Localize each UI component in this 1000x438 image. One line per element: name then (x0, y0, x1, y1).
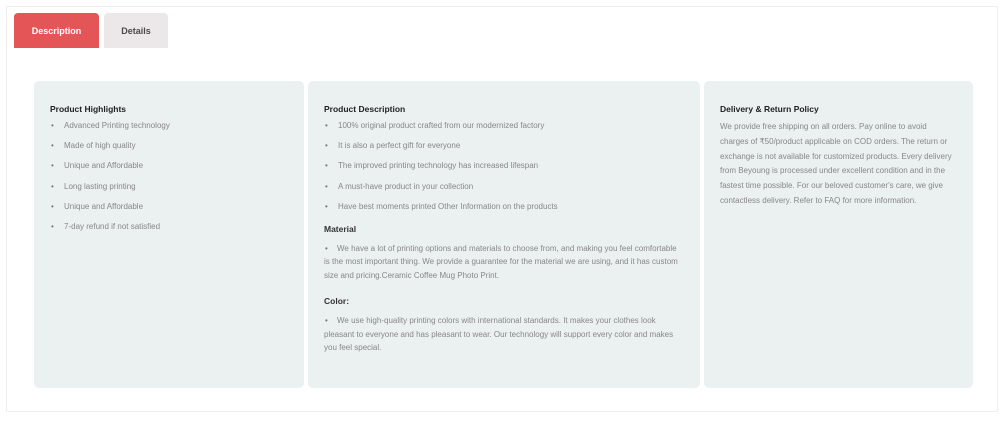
delivery-return-card (704, 81, 973, 388)
list-item: • 7-day refund if not satisfied (51, 221, 161, 231)
tab-bar (14, 13, 168, 48)
bullet-icon: • (325, 161, 328, 171)
bullet-icon: • (51, 161, 54, 171)
bullet-icon: • (51, 221, 54, 231)
list-item: • Have best moments printed Other Information on the products (325, 201, 558, 211)
bullet-icon: • (51, 121, 54, 130)
color-text: • We use high-quality printing colors with international standards. It makes your clothes look pleasant to everyone and has pleasant to wear. Our technology will support every color and makes you feel special. (324, 316, 674, 353)
delivery-return-title: Delivery & Return Policy (720, 104, 819, 114)
product-highlights-card (34, 81, 304, 388)
material-heading: Material (324, 223, 357, 234)
list-item: • A must-have product in your collection (325, 181, 474, 191)
list-item: • Unique and Affordable (51, 201, 144, 211)
list-item: • Unique and Affordable (51, 161, 144, 171)
highlights-list (50, 120, 288, 241)
list-item: • 100% original product crafted from our modernized factory (325, 121, 545, 130)
product-description-title: Product Description (324, 104, 406, 114)
bullet-icon: • (51, 201, 54, 211)
material-text: • We have a lot of printing options and materials to choose from, and making you feel comfortable is the most important thing. We provide a guarantee for the material we are using, and it has custom size and pricing.Ceramic Coffee Mug Photo Print. (324, 243, 678, 280)
bullet-icon: • (51, 141, 54, 151)
list-item: • Advanced Printing technology (51, 121, 170, 130)
color-heading: Color: (324, 296, 350, 307)
product-highlights-title: Product Highlights (50, 104, 127, 114)
description-list (324, 120, 684, 221)
bullet-icon: • (325, 201, 328, 211)
list-item: • The improved printing technology has increased lifespan (325, 161, 539, 171)
list-item: • Made of high quality (51, 141, 136, 151)
bullet-icon: • (325, 141, 328, 151)
bullet-icon: • (51, 181, 54, 191)
list-item: • It is also a perfect gift for everyone (325, 141, 461, 151)
tab-description[interactable]: Description (14, 13, 99, 48)
tab-details[interactable]: Details (104, 13, 168, 48)
bullet-icon: • (325, 316, 328, 326)
list-item: • Long lasting printing (51, 181, 136, 191)
bullet-icon: • (325, 121, 328, 130)
bullet-icon: • (325, 181, 328, 191)
bullet-icon: • (325, 243, 328, 253)
product-description-card (308, 81, 700, 388)
delivery-return-text: We provide free shipping on all orders. Pay online to avoid charges of ₹50/product applicable on COD orders. The return or exchange is not available for customized products. Every delivery from Beyoung is processed under excellent condition and in the fastest time possible. For our beloved customer's care, we give contactless delivery. Refer to FAQ for more information. (720, 122, 952, 205)
